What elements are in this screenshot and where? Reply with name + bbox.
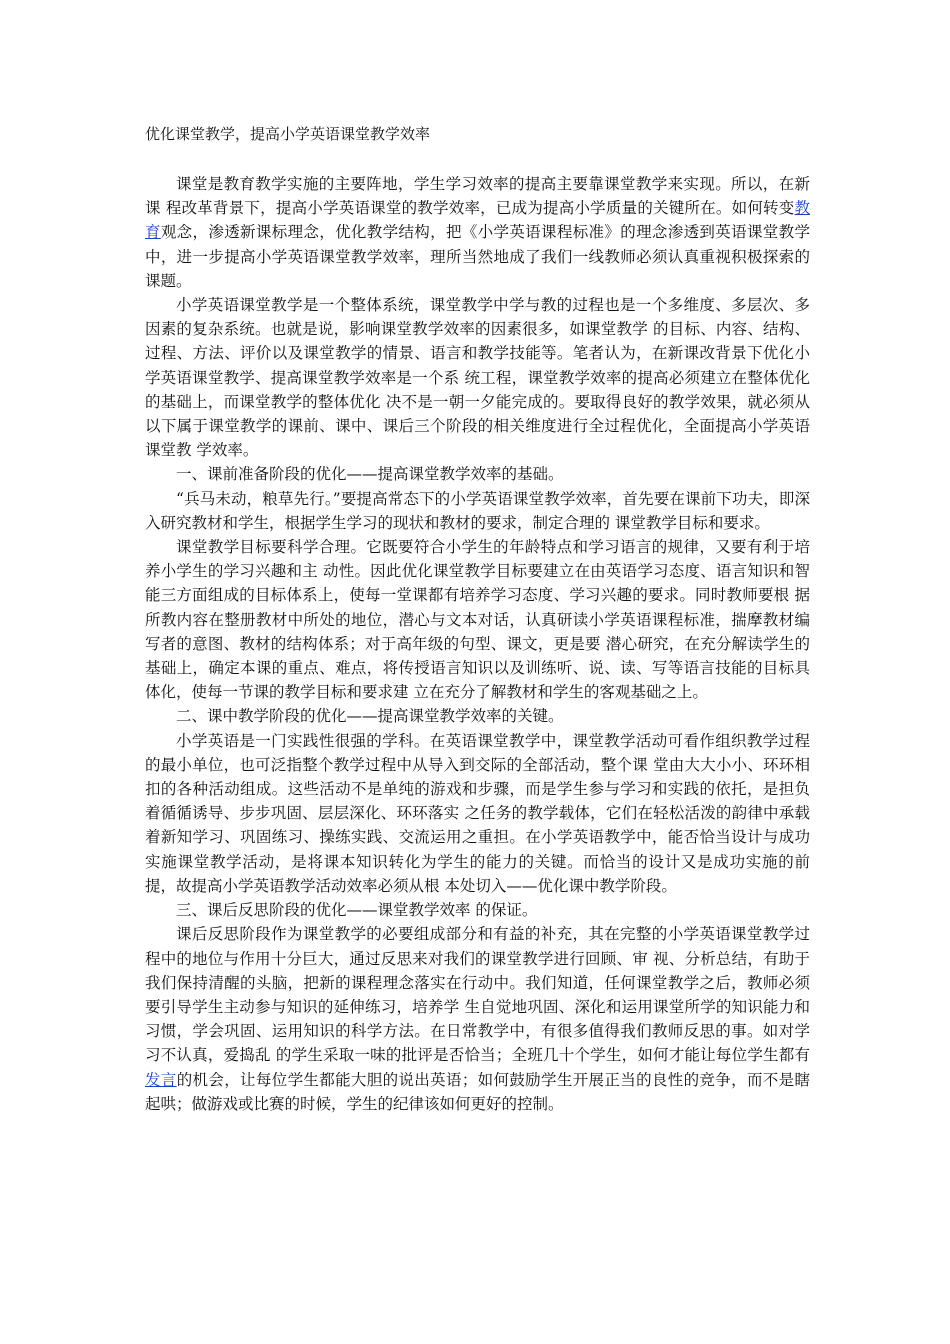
paragraph-text: 课堂教学目标要科学合理。它既要符合小学生的年龄特点和学习语言的规律，又要有利于培养小学生的学习兴趣和主 动性。因此优化课堂教学目标要建立在由英语学习态度、语言知识和智能三方面组成的目标体系上，使每一堂课都有培养学习态度、学习兴趣的要求。同时教师要根 据所教内容在整册教材中所处的地位，潜心与文本对话，认真研读小学英语课程标准，揣摩教材编写者的意图、教材的结构体系；对于高年级的句型、课文，更是要 潜心研究，在充分解读学生的基础上，确定本课的重点、难点，将传授语言知识以及训练听、说、读、写等语言技能的目标具体化，使每一节课的教学目标和要求建 立在充分了解教材和学生的客观基础之上。 xyxy=(145,538,810,702)
paragraph-text: 小学英语是一门实践性很强的学科。在英语课堂教学中，课堂教学活动可看作组织教学过程的最小单位，也可泛指整个教学过程中从导入到交际的全部活动，整个课 堂由大大小小、环环相扣的各种活动组成。这些活动不是单纯的游戏和步骤，而是学生参与学习和实践的依托，是担负着循循诱导、步步巩固、层层深化、环环落实 之任务的教学载体，它们在轻松活泼的韵律中承载着新知学习、巩固练习、操练实践、交流运用之重担。在小学英语教学中，能否恰当设计与成功实施课堂教学活动，是将课本知识转化为学生的能力的关键。而恰当的设计又是成功实施的前提，故提高小学英语教学活动效率必须从根 本处切入——优化课中教学阶段。 xyxy=(145,731,810,895)
paragraph xyxy=(145,704,810,728)
paragraph-text: 小学英语课堂教学是一个整体系统，课堂教学中学与教的过程也是一个多维度、多层次、多因素的复杂系统。也就是说，影响课堂教学效率的因素很多，如课堂教学 的目标、内容、结构、过程、方法、评价以及课堂教学的情景、语言和教学技能等。笔者认为，在新课改背景下优化小学英语课堂教学、提高课堂教学效率是一个系 统工程，课堂教学效率的提高必须建立在整体优化的基础上，而课堂教学的整体优化 决不是一朝一夕能完成的。要取得良好的教学效果，就必须从以下属于课堂教学的课前、课中、课后三个阶段的相关维度进行全过程优化，全面提高小学英语课堂教 学效率。 xyxy=(145,296,810,460)
paragraph xyxy=(145,487,810,535)
paragraph xyxy=(145,922,810,1116)
paragraph xyxy=(145,293,810,462)
paragraph xyxy=(145,898,810,922)
paragraph xyxy=(145,729,810,898)
inline-link[interactable]: 发言 xyxy=(145,1070,177,1089)
paragraph xyxy=(145,172,810,293)
paragraph xyxy=(145,535,810,704)
paragraph-text: 一、课前准备阶段的优化——提高课堂教学效率的基础。 xyxy=(176,465,564,484)
document-page xyxy=(145,122,810,1116)
paragraph-text: 二、课中教学阶段的优化——提高课堂教学效率的关键。 xyxy=(176,707,564,726)
document-title: 优化课堂教学，提高小学英语课堂教学效率 xyxy=(145,125,431,143)
paragraph-text: 观念，渗透新课标理念，优化教学结构，把《小学英语课程标准》的理念渗透到英语课堂教学中，进一步提高小学英语课堂教学效率，理所当然地成了我们一线教师必须认真重视积极探索的课题。 xyxy=(145,223,810,290)
paragraph xyxy=(145,462,810,486)
inline-link[interactable]: 教育 xyxy=(145,199,810,242)
paragraph-text: 的机会，让每位学生都能大胆的说出英语；如何鼓励学生开展正当的良性的竞争，而不是瞎起哄；做游戏或比赛的时候，学生的纪律该如何更好的控制。 xyxy=(145,1070,810,1113)
document-body xyxy=(145,172,810,1116)
paragraph-text: “兵马未动，粮草先行。”要提高常态下的小学英语课堂教学效率，首先要在课前下功夫，即深入研究教材和学生，根据学生学习的现状和教材的要求，制定合理的 课堂教学目标和要求。 xyxy=(145,489,810,532)
paragraph-text: 课堂是教育教学实施的主要阵地，学生学习效率的提高主要靠课堂教学来实现。所以，在新课 程改革背景下，提高小学英语课堂的教学效率，已成为提高小学质量的关键所在。如何转变 xyxy=(145,175,810,218)
paragraph-text: 课后反思阶段作为课堂教学的必要组成部分和有益的补充，其在完整的小学英语课堂教学过程中的地位与作用十分巨大，通过反思来对我们的课堂教学进行回顾、审 视、分析总结，有助于我们保持清醒的头脑，把新的课程理念落实在行动中。我们知道，任何课堂教学之后，教师必须要引导学生主动参与知识的延伸练习，培养学 生自觉地巩固、深化和运用课堂所学的知识能力和习惯，学会巩固、运用知识的科学方法。在日常教学中，有很多值得我们教师反思的事。如对学习不认真，爱捣乱 的学生采取一味的批评是否恰当；全班几十个学生，如何才能让每位学生都有 xyxy=(145,925,810,1065)
paragraph-text: 三、课后反思阶段的优化——课堂教学效率 的保证。 xyxy=(176,901,538,920)
